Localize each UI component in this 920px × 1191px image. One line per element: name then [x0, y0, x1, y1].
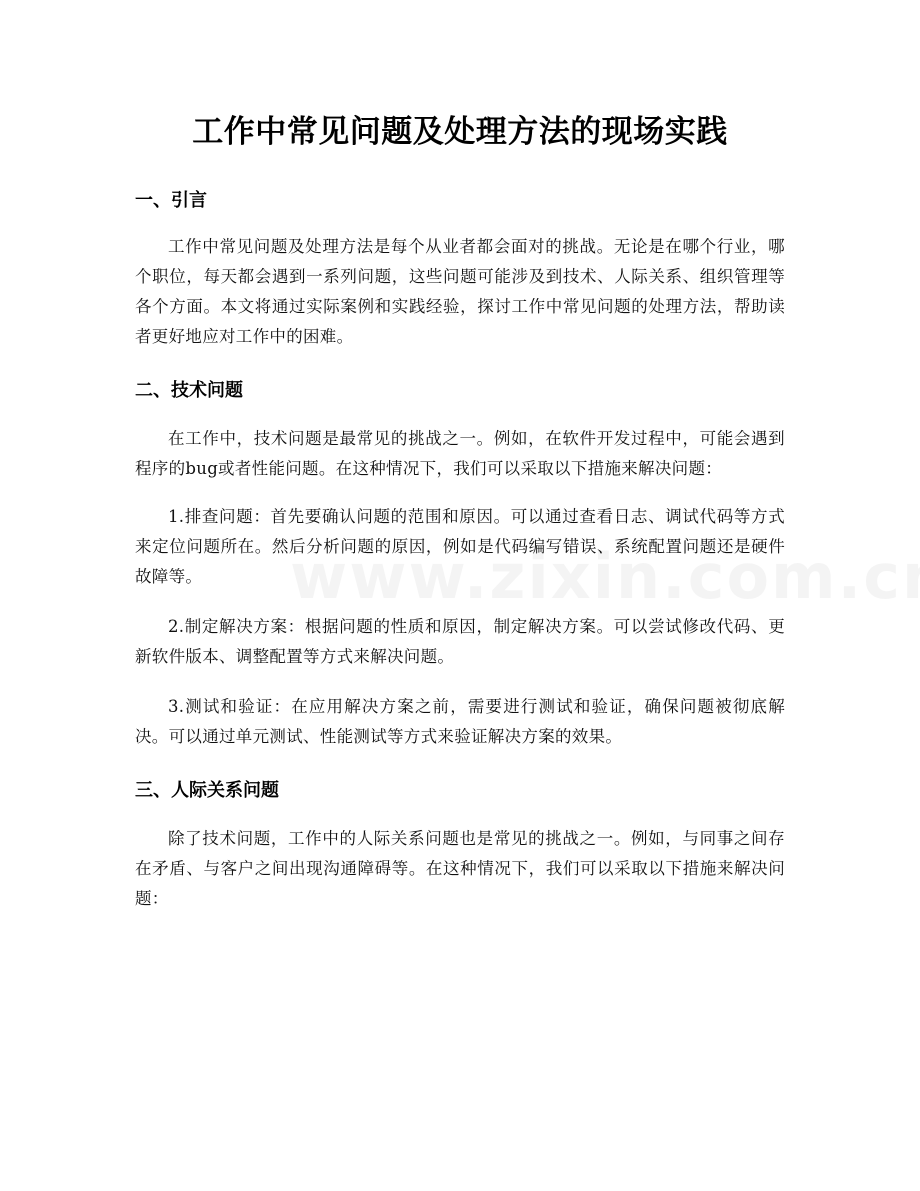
- paragraph-step-3: 3.测试和验证：在应用解决方案之前，需要进行测试和验证，确保问题被彻底解决。可以通过单元测试、性能测试等方式来验证解决方案的效果。: [135, 697, 785, 746]
- paragraph-step-2: 2.制定解决方案：根据问题的性质和原因，制定解决方案。可以尝试修改代码、更新软件版本、调整配置等方式来解决问题。: [135, 617, 785, 666]
- paragraph-step-1: 1.排查问题：首先要确认问题的范围和原因。可以通过查看日志、调试代码等方式来定位问题所在。然后分析问题的原因，例如是代码编写错误、系统配置问题还是硬件故障等。: [135, 507, 785, 586]
- section-heading-technical: 二、技术问题: [135, 380, 243, 401]
- section-heading-interpersonal: 三、人际关系问题: [135, 780, 279, 801]
- document-title: 工作中常见问题及处理方法的现场实践: [192, 114, 728, 150]
- paragraph-interpersonal: 除了技术问题，工作中的人际关系问题也是常见的挑战之一。例如，与同事之间存在矛盾、与客户之间出现沟通障碍等。在这种情况下，我们可以采取以下措施来解决问题：: [135, 829, 785, 908]
- section-heading-intro: 一、引言: [135, 190, 207, 211]
- paragraph-intro: 工作中常见问题及处理方法是每个从业者都会面对的挑战。无论是在哪个行业，哪个职位，每天都会遇到一系列问题，这些问题可能涉及到技术、人际关系、组织管理等各个方面。本文将通过实际案例和实践经验，探讨工作中常见问题的处理方法，帮助读者更好地应对工作中的困难。: [135, 237, 785, 346]
- paragraph-technical: 在工作中，技术问题是最常见的挑战之一。例如，在软件开发过程中，可能会遇到程序的bug或者性能问题。在这种情况下，我们可以采取以下措施来解决问题：: [135, 429, 785, 478]
